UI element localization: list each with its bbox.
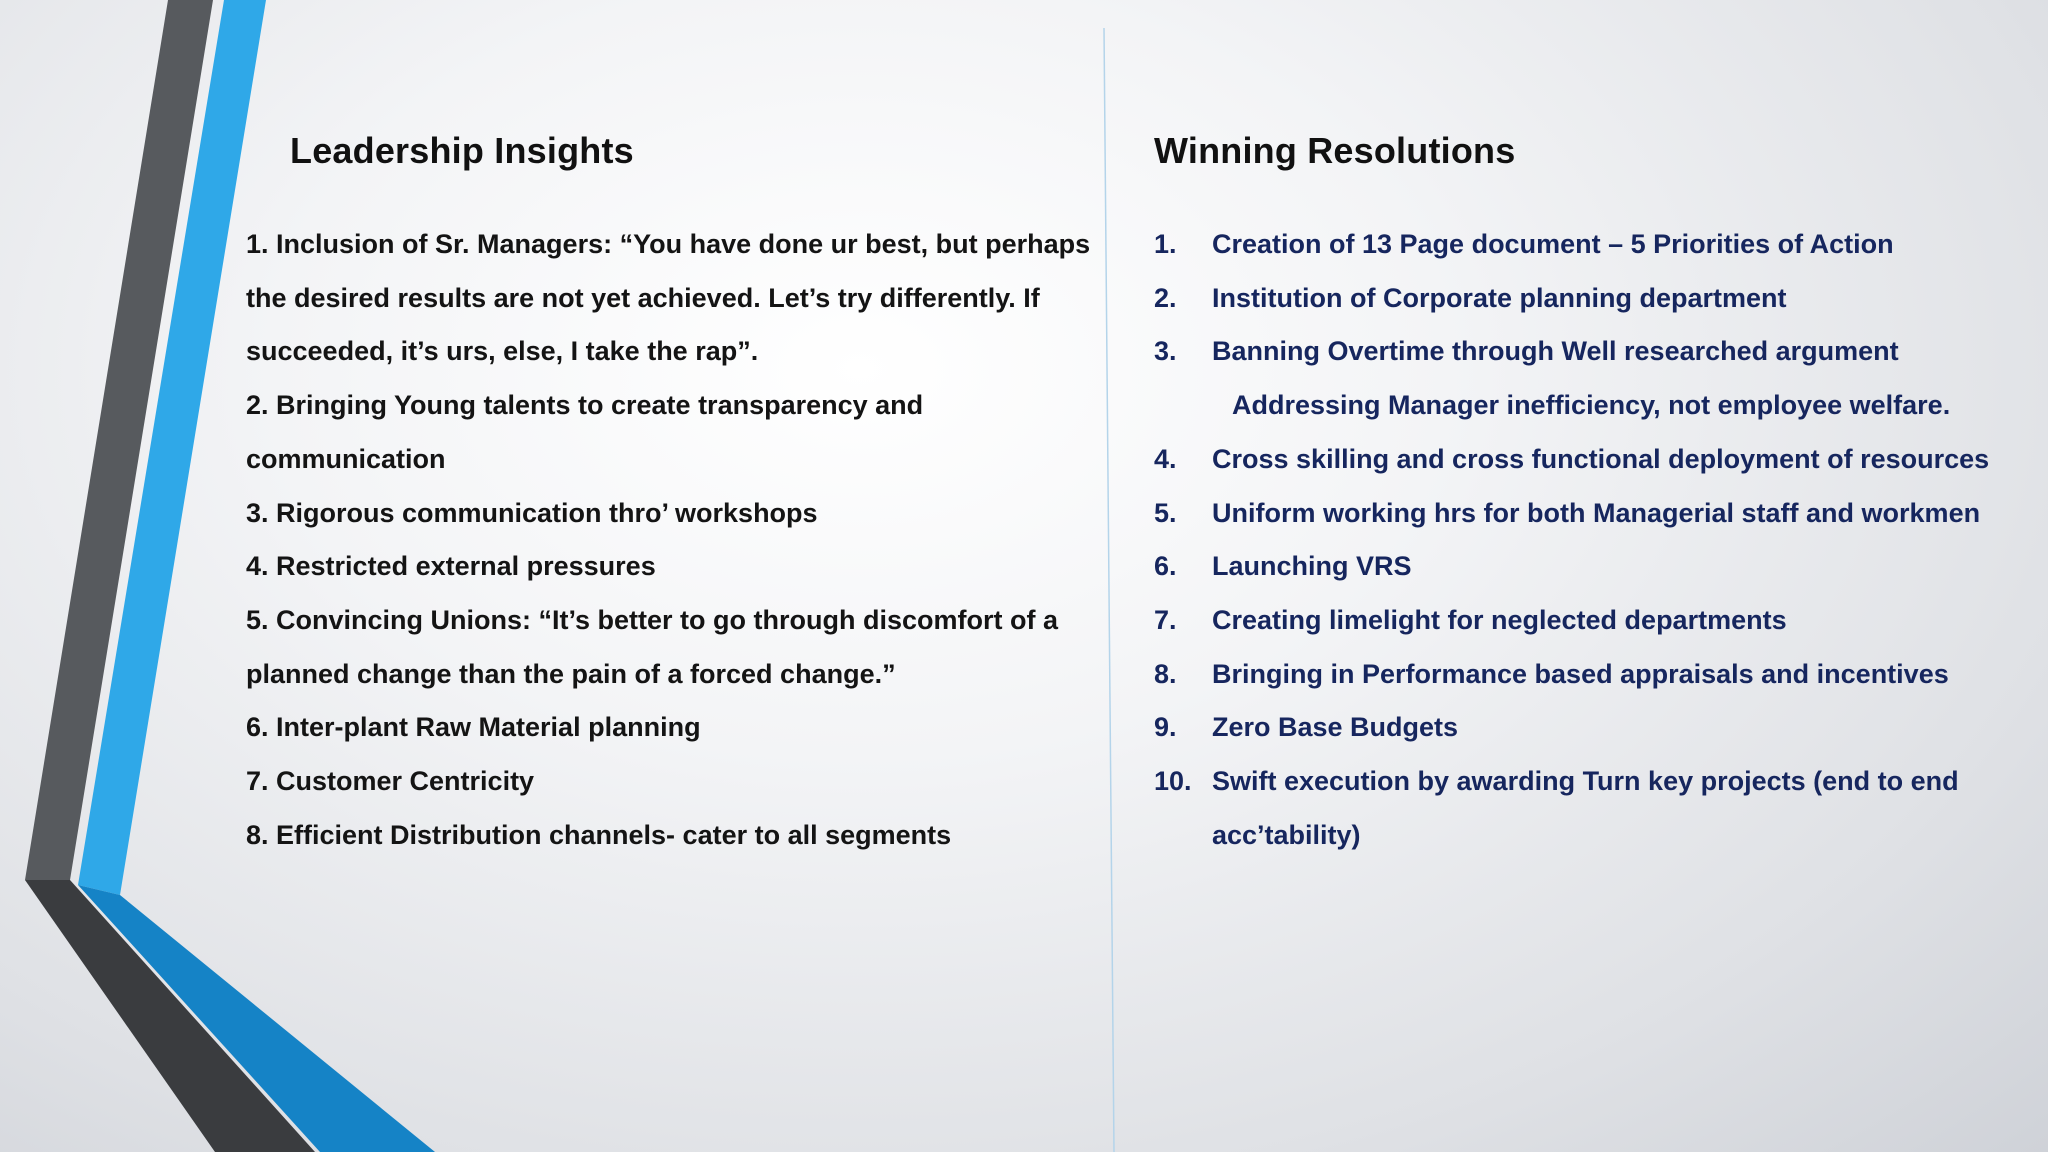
resolution-number: 7. <box>1154 604 1177 635</box>
insight-line: 3. Rigorous communication thro’ workshops <box>246 497 818 528</box>
resolution-item <box>1154 325 2034 379</box>
resolution-number: 2. <box>1154 282 1177 313</box>
insight-line: the desired results are not yet achieved. Let’s try differently. If <box>246 282 1040 313</box>
insight-line: 2. Bringing Young talents to create transparency and <box>246 390 924 421</box>
resolution-text: Creation of 13 Page document – 5 Priorities of Action <box>1212 229 1894 259</box>
resolution-number: 6. <box>1154 551 1177 582</box>
resolution-item <box>1154 540 2034 594</box>
leadership-insights-title: Leadership Insights <box>290 130 634 171</box>
insight-line: 6. Inter-plant Raw Material planning <box>246 712 701 743</box>
resolution-text: Bringing in Performance based appraisals and incentives <box>1212 658 1949 689</box>
resolution-text: Uniform working hrs for both Managerial staff and workmen <box>1212 497 1981 528</box>
insight-line: planned change than the pain of a forced change.” <box>246 658 896 689</box>
insight-line: 4. Restricted external pressures <box>246 551 656 582</box>
resolution-item <box>1154 755 2034 809</box>
resolution-number: 1. <box>1154 229 1177 259</box>
resolution-text: Zero Base Budgets <box>1212 712 1459 743</box>
insight-line: 7. Customer Centricity <box>246 766 535 797</box>
resolution-number: 8. <box>1154 658 1177 689</box>
resolution-item <box>1154 433 2034 487</box>
resolution-text: Banning Overtime through Well researched argument <box>1212 336 1899 367</box>
resolution-item <box>1154 272 2034 326</box>
insight-line: communication <box>246 443 446 474</box>
resolution-number: 9. <box>1154 712 1177 743</box>
insight-line: 5. Convincing Unions: “It’s better to go through discomfort of a <box>246 604 1058 635</box>
resolution-text: Cross skilling and cross functional deployment of resources <box>1212 443 1990 474</box>
leadership-insights-list <box>246 218 1106 862</box>
insight-line: succeeded, it’s urs, else, I take the rap”. <box>246 336 759 367</box>
resolution-number: 4. <box>1154 443 1177 474</box>
resolution-item <box>1154 218 2034 272</box>
resolution-number: 10. <box>1154 766 1192 797</box>
resolution-text: Institution of Corporate planning department <box>1212 282 1787 313</box>
resolution-item <box>1154 487 2034 541</box>
resolution-number: 3. <box>1154 336 1177 367</box>
winning-resolutions-title: Winning Resolutions <box>1154 130 1516 171</box>
resolution-text: Creating limelight for neglected departments <box>1212 604 1787 635</box>
insight-line: 8. Efficient Distribution channels- cater to all segments <box>246 819 952 850</box>
resolution-subline: Addressing Manager inefficiency, not employee welfare. <box>1232 390 1951 421</box>
resolution-item <box>1154 594 2034 648</box>
resolution-item <box>1154 701 2034 755</box>
resolution-text: Swift execution by awarding Turn key projects (end to end <box>1212 766 1959 797</box>
resolution-text: Launching VRS <box>1212 551 1412 582</box>
winning-resolutions-list <box>1154 218 2034 862</box>
resolution-item <box>1154 648 2034 702</box>
resolution-continuation: acc’tability) <box>1212 819 1361 850</box>
insight-line: 1. Inclusion of Sr. Managers: “You have done ur best, but perhaps <box>246 229 1091 259</box>
resolution-number: 5. <box>1154 497 1177 528</box>
